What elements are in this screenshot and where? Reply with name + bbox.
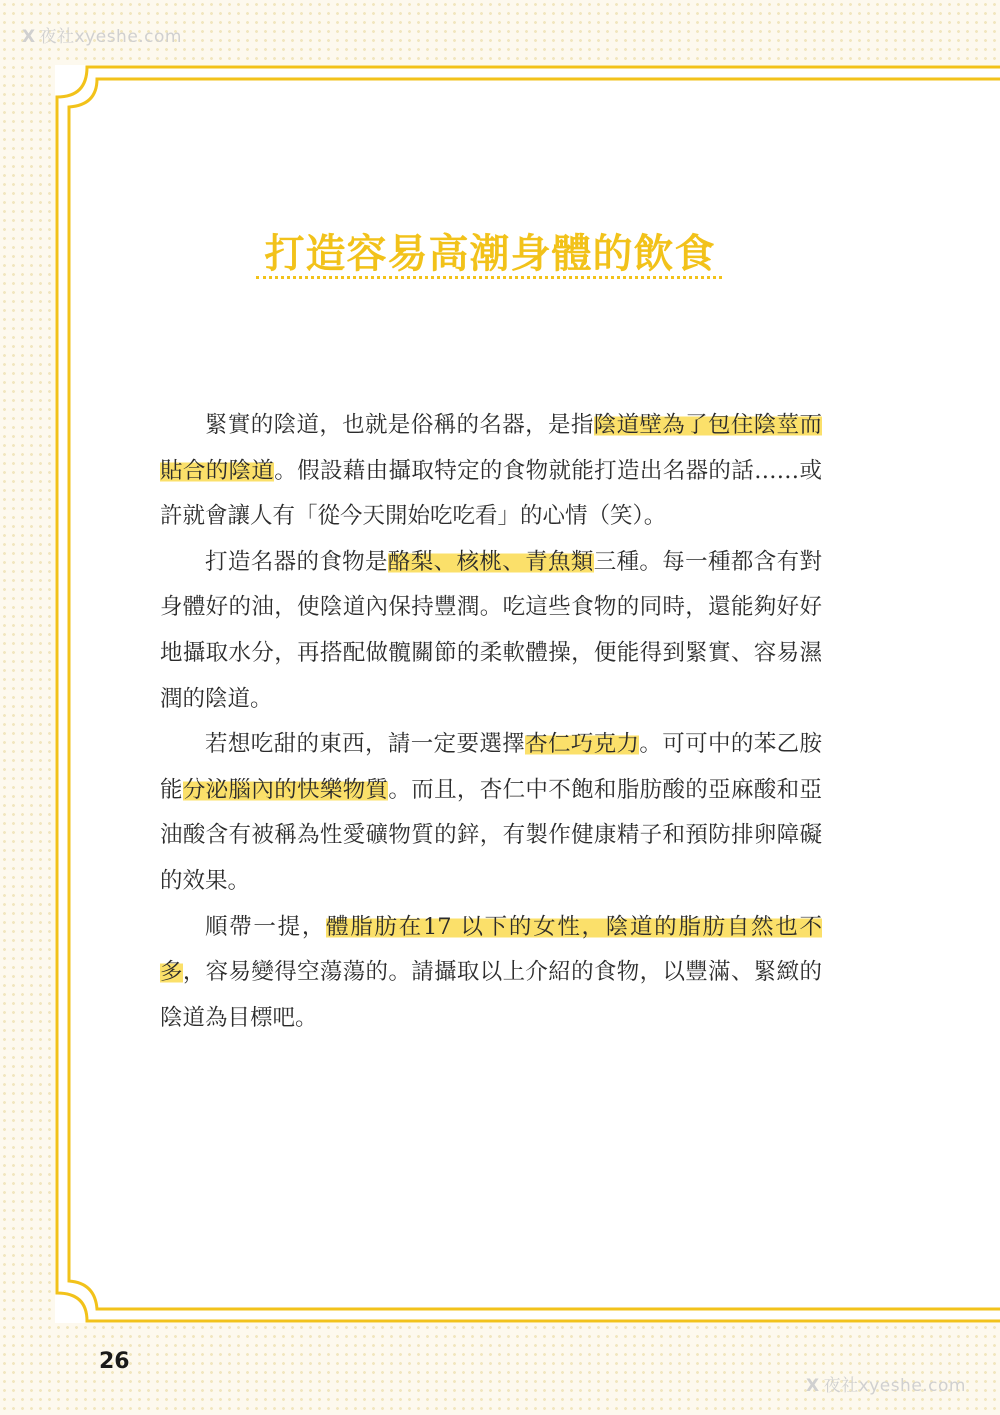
paragraph-text: 。假設藉由攝取特定的食物就能打造出名器的話……或許就會讓人有「從今天開始吃吃看」的心情（笑）。 (160, 457, 822, 530)
body-text (160, 403, 822, 1041)
highlighted-text: 陰道壁為了包住陰莖而貼合的陰道 (160, 412, 822, 484)
watermark-x-icon: X (22, 27, 36, 47)
title-dotted-underline (256, 276, 722, 279)
highlighted-text: 杏仁巧克力 (525, 731, 640, 758)
watermark-text: 夜社xyeshe.com (823, 1376, 966, 1396)
paragraph-text: 打造名器的食物是 (205, 548, 388, 575)
paragraph-text: 若想吃甜的東西，請一定要選擇 (205, 731, 526, 758)
paragraph-text: 。而且，杏仁中不飽和脂肪酸的亞麻酸和亞油酸含有被稱為性愛礦物質的鋅，有製作健康精子和預防排卵障礙的效果。 (160, 776, 822, 894)
watermark-x-icon: X (806, 1376, 820, 1396)
page-number: 26 (99, 1349, 130, 1374)
watermark-text: 夜社xyeshe.com (39, 27, 182, 47)
watermark-top (22, 22, 182, 47)
paragraph-text: 。可可中的苯乙胺能 (160, 731, 822, 803)
body-paragraph (160, 403, 822, 540)
body-paragraph (160, 905, 822, 1042)
highlighted-text: 體脂肪在17 以下的女性，陰道的脂肪自然也不多 (160, 913, 822, 986)
paragraph-text: ，容易變得空蕩蕩的。請攝取以上介紹的食物，以豐滿、緊緻的陰道為目標吧。 (160, 959, 822, 1031)
body-paragraph (160, 722, 822, 904)
page-title: 打造容易高潮身體的飲食 (264, 231, 716, 277)
paragraph-text: 緊實的陰道，也就是俗稱的名器，是指 (205, 412, 594, 438)
body-paragraph (160, 540, 822, 722)
watermark-bottom (806, 1371, 966, 1396)
paragraph-text: 三種。每一種都含有對身體好的油，使陰道內保持豐潤。吃這些食物的同時，還能夠好好地攝取水分，再搭配做髖關節的柔軟體操，便能得到緊實、容易濕潤的陰道。 (160, 548, 822, 712)
highlighted-text: 酪梨、核桃、青魚類 (387, 548, 594, 575)
highlighted-text: 分泌腦內的快樂物質 (182, 776, 389, 803)
paragraph-text: 順帶一提， (205, 913, 327, 940)
